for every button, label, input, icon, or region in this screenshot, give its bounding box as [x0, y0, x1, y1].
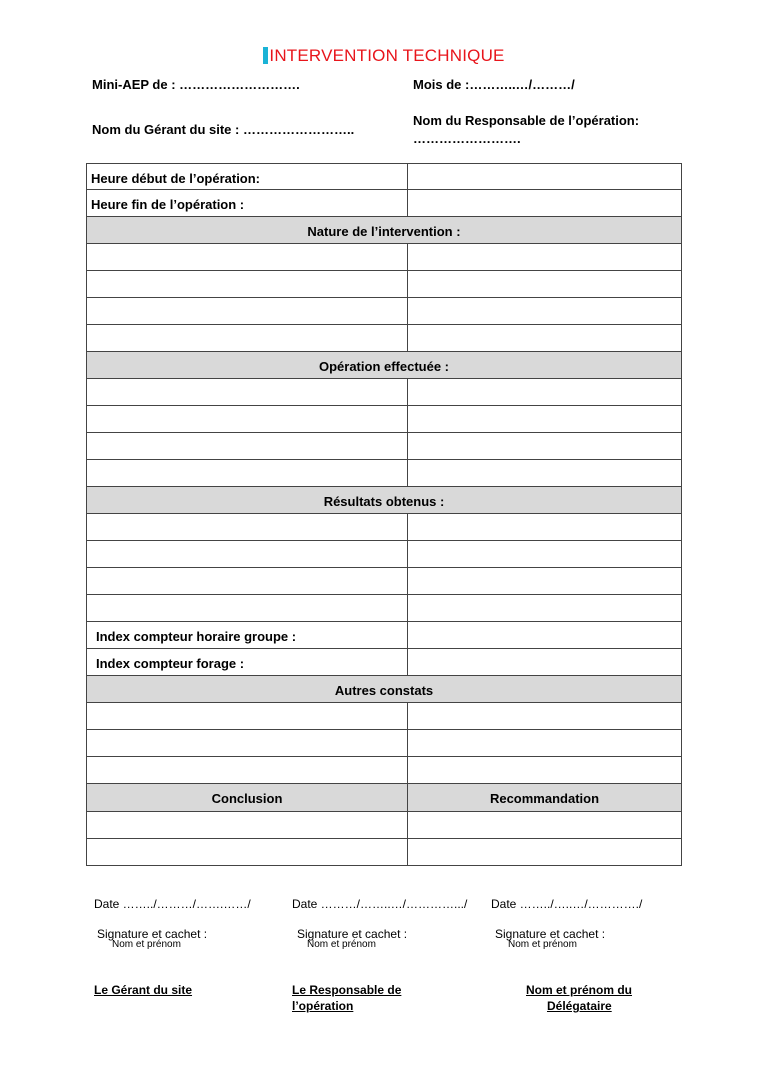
delegataire-role-label-2: Délégataire — [547, 999, 612, 1013]
index-horaire-label: Index compteur horaire groupe : — [96, 629, 297, 644]
section-header-autres — [86, 676, 682, 703]
delegataire-role-label: Nom et prénom du — [526, 983, 633, 997]
section-header-nature — [86, 217, 682, 244]
table-row-index-forage — [86, 649, 682, 676]
table-row[interactable] — [86, 298, 682, 325]
table-row-heure-fin — [86, 190, 682, 217]
table-row[interactable] — [86, 568, 682, 595]
table-row[interactable] — [86, 379, 682, 406]
nature-heading: Nature de l’intervention : — [307, 224, 461, 239]
section-header-operation — [86, 352, 682, 379]
resultats-heading: Résultats obtenus : — [323, 494, 445, 509]
table-row-index-horaire — [86, 622, 682, 649]
table-row[interactable] — [86, 271, 682, 298]
index-forage-label: Index compteur forage : — [96, 656, 245, 671]
form-title — [0, 46, 768, 66]
responsable-field[interactable]: ……………………. — [413, 131, 521, 146]
gerant-field[interactable]: Nom du Gérant du site : …………………….. — [92, 122, 355, 137]
table-row[interactable] — [86, 325, 682, 352]
section-header-conclusion — [86, 784, 682, 812]
responsable-signature-label: Signature et cachet : — [297, 927, 408, 941]
table-row[interactable] — [86, 730, 682, 757]
table-row[interactable] — [86, 757, 682, 784]
gerant-signature-label: Signature et cachet : — [97, 927, 208, 941]
table-row[interactable] — [86, 839, 682, 866]
responsable-nom-label: Nom et prénom — [307, 939, 376, 950]
mini-aep-field[interactable]: Mini-AEP de : ………………………. — [92, 77, 300, 92]
table-row-heure-debut — [86, 163, 682, 190]
gerant-date-field[interactable]: Date ……../………/…….……/ — [94, 897, 251, 911]
autres-heading: Autres constats — [334, 683, 434, 698]
heure-debut-label: Heure début de l’opération: — [91, 171, 261, 186]
table-row[interactable] — [86, 595, 682, 622]
table-row[interactable] — [86, 703, 682, 730]
form-title-text: INTERVENTION TECHNIQUE — [269, 46, 505, 65]
table-row[interactable] — [86, 541, 682, 568]
conclusion-heading: Conclusion — [211, 791, 283, 806]
text-cursor-marker — [263, 47, 268, 64]
table-row[interactable] — [86, 460, 682, 487]
responsable-date-field[interactable]: Date ………/……..…/………….../ — [292, 897, 468, 911]
responsable-label: Nom du Responsable de l’opération: — [413, 113, 640, 128]
table-row[interactable] — [86, 812, 682, 839]
table-row[interactable] — [86, 514, 682, 541]
responsable-role-label-2: l’opération — [292, 999, 354, 1013]
delegataire-signature-label: Signature et cachet : — [495, 927, 606, 941]
operation-heading: Opération effectuée : — [318, 359, 450, 374]
intervention-table — [86, 163, 682, 866]
heure-fin-label: Heure fin de l’opération : — [91, 197, 245, 212]
delegataire-date-field[interactable]: Date ……../…..…/…………./ — [491, 897, 643, 911]
mois-field[interactable]: Mois de :………..…/………/ — [413, 77, 575, 92]
recommandation-heading: Recommandation — [489, 791, 600, 806]
gerant-nom-label: Nom et prénom — [112, 939, 181, 950]
gerant-role-label: Le Gérant du site — [94, 983, 193, 997]
table-row[interactable] — [86, 433, 682, 460]
responsable-role-label: Le Responsable de — [292, 983, 402, 997]
section-header-resultats — [86, 487, 682, 514]
delegataire-nom-label: Nom et prénom — [508, 939, 577, 950]
table-row[interactable] — [86, 244, 682, 271]
table-row[interactable] — [86, 406, 682, 433]
